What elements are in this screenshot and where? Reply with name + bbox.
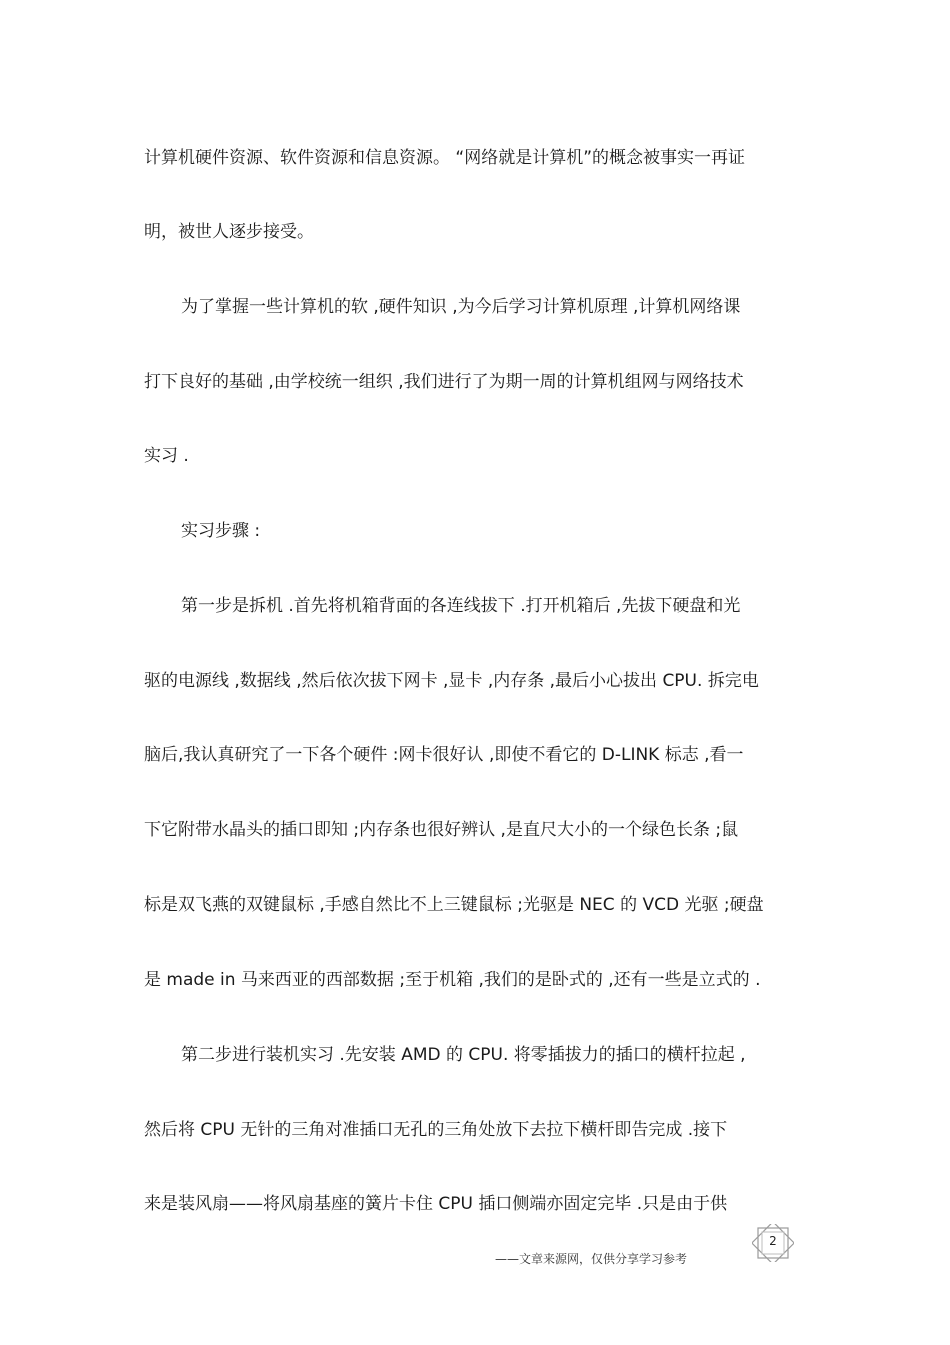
- text-line: 实习步骤 :: [181, 521, 261, 541]
- text-line: 第一步是拆机 .首先将机箱背面的各连线拔下 .打开机箱后 ,先拔下硬盘和光: [181, 596, 741, 616]
- text-line: 下它附带水晶头的插口即知 ;内存条也很好辨认 ,是直尺大小的一个绿色长条 ;鼠: [144, 820, 739, 840]
- text-line: 计算机硬件资源、软件资源和信息资源。 “网络就是计算机”的概念被事实一再证: [144, 148, 746, 168]
- text-line: 然后将 CPU 无针的三角对准插口无孔的三角处放下去拉下横杆即告完成 .接下: [144, 1120, 728, 1140]
- page-number-badge: [752, 1224, 794, 1262]
- page-number: 2: [769, 1234, 777, 1248]
- text-line: 第二步进行装机实习 .先安装 AMD 的 CPU. 将零插拔力的插口的横杆拉起 ,: [181, 1045, 746, 1065]
- text-line: 是 made in 马来西亚的西部数据 ;至于机箱 ,我们的是卧式的 ,还有一些是立式的 .: [144, 970, 761, 990]
- text-line: 明，被世人逐步接受。: [144, 222, 314, 242]
- text-line: 打下良好的基础 ,由学校统一组织 ,我们进行了为期一周的计算机组网与网络技术: [144, 372, 744, 392]
- text-line: 脑后,我认真研究了一下各个硬件 :网卡很好认 ,即使不看它的 D-LINK 标志 ,看一: [144, 745, 744, 765]
- text-line: 标是双飞燕的双键鼠标 ,手感自然比不上三键鼠标 ;光驱是 NEC 的 VCD 光驱 ;硬盘: [144, 895, 764, 915]
- text-line: 为了掌握一些计算机的软 ,硬件知识 ,为今后学习计算机原理 ,计算机网络课: [181, 297, 741, 317]
- source-note: ——文章来源网，仅供分享学习参考: [495, 1252, 688, 1266]
- text-line: 实习 .: [144, 446, 189, 466]
- text-line: 驱的电源线 ,数据线 ,然后依次拔下网卡 ,显卡 ,内存条 ,最后小心拔出 CPU. 拆完电: [144, 671, 759, 691]
- text-line: 来是装风扇——将风扇基座的簧片卡住 CPU 插口侧端亦固定完毕 .只是由于供: [144, 1194, 728, 1214]
